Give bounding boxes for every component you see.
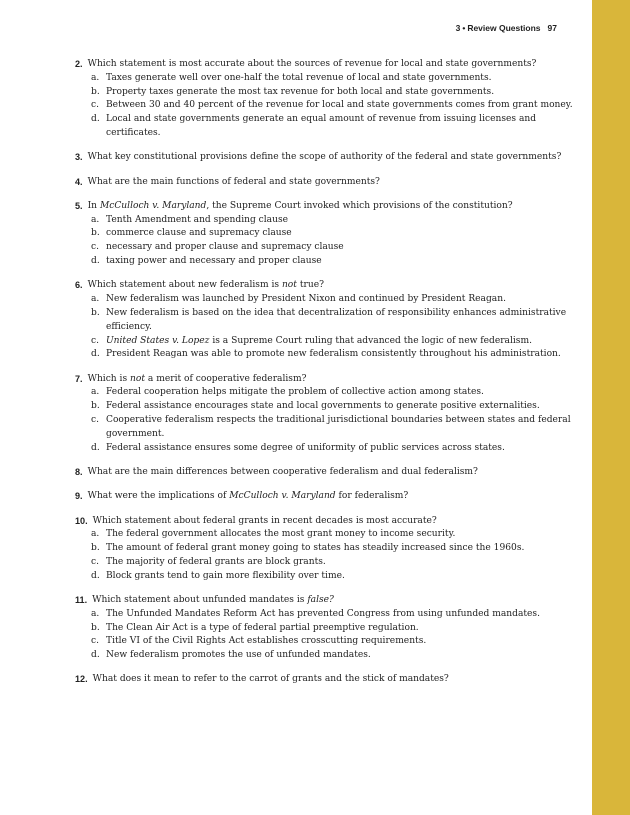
question-2 <box>75 58 575 141</box>
option-letter: a. <box>91 294 100 305</box>
option-text: Federal cooperation helps mitigate the problem of collective action among states. <box>106 387 484 398</box>
question-text <box>88 279 324 293</box>
question-text: Which statement is most accurate about the sources of revenue for local and state governments? <box>87 59 537 69</box>
answer-option <box>75 72 575 86</box>
option-text: President Reagan was able to promote new federalism consistently throughout his administration. <box>106 349 561 360</box>
answer-option <box>75 227 575 241</box>
option-letter: c. <box>91 100 99 111</box>
question-6 <box>75 279 575 362</box>
question-text: What key constitutional provisions define the scope of authority of the federal and state governments? <box>87 152 562 163</box>
case-name: United States v. Lopez <box>106 335 210 346</box>
answer-options <box>75 72 575 141</box>
chapter-color-bar <box>592 0 630 815</box>
answer-option <box>75 86 575 100</box>
emphasis: false? <box>307 595 334 605</box>
option-letter: b. <box>91 307 100 318</box>
question-number: 4. <box>75 176 83 187</box>
answer-option <box>75 414 575 442</box>
option-text: Between 30 and 40 percent of the revenue for local and state governments comes from grant money. <box>106 100 573 111</box>
section-title: Review Questions <box>467 23 541 33</box>
answer-option <box>75 307 575 335</box>
answer-option <box>75 400 575 414</box>
option-letter: d. <box>91 349 100 360</box>
option-letter: d. <box>91 650 100 661</box>
question-text <box>92 594 334 608</box>
option-text <box>106 335 575 349</box>
question-11 <box>75 594 575 663</box>
question-number: 8. <box>75 466 83 477</box>
option-letter: b. <box>91 622 100 633</box>
question-text: What are the main functions of federal and state governments? <box>87 176 380 187</box>
answer-options <box>75 293 575 362</box>
review-questions <box>75 58 575 687</box>
question-text <box>88 373 307 387</box>
question-text <box>88 200 513 214</box>
answer-option <box>75 635 575 649</box>
answer-option <box>75 556 575 570</box>
answer-option <box>75 335 575 349</box>
question-text <box>88 490 409 504</box>
option-letter: a. <box>91 72 100 83</box>
option-text: New federalism promotes the use of unfunded mandates. <box>106 650 371 661</box>
question-number: 6. <box>75 280 83 291</box>
answer-option <box>75 649 575 663</box>
question-text-part: , the Supreme Court invoked which provisions of the constitution? <box>206 200 513 211</box>
question-3 <box>75 151 575 165</box>
option-text: Property taxes generate the most tax revenue for both local and state governments. <box>106 86 495 97</box>
running-head <box>456 23 557 33</box>
option-letter: c. <box>91 242 99 253</box>
option-letter: d. <box>91 114 100 125</box>
option-letter: b. <box>91 401 100 412</box>
question-text-part: for federalism? <box>335 491 409 502</box>
question-5 <box>75 200 575 269</box>
option-text: The Clean Air Act is a type of federal partial preemptive regulation. <box>106 622 419 633</box>
option-text: taxing power and necessary and proper clause <box>106 256 322 267</box>
option-text: The majority of federal grants are block grants. <box>106 556 326 567</box>
answer-options <box>75 386 575 455</box>
answer-option <box>75 386 575 400</box>
answer-option <box>75 241 575 255</box>
header-separator: • <box>462 23 466 33</box>
option-letter: b. <box>91 86 100 97</box>
answer-option <box>75 542 575 556</box>
option-letter: a. <box>91 387 100 398</box>
question-text: Which statement about federal grants in recent decades is most accurate? <box>92 515 437 526</box>
option-letter: a. <box>91 214 100 225</box>
option-text-part: is a Supreme Court ruling that advanced the logic of new federalism. <box>209 335 532 346</box>
question-number: 2. <box>75 59 83 69</box>
question-number: 10. <box>75 515 88 526</box>
question-text: What are the main differences between cooperative federalism and dual federalism? <box>87 466 478 477</box>
option-letter: a. <box>91 608 100 619</box>
answer-option <box>75 113 575 141</box>
question-text-part: What were the implications of <box>87 491 230 502</box>
option-letter: a. <box>91 529 100 540</box>
answer-options <box>75 528 575 583</box>
chapter-number: 3 <box>455 23 461 33</box>
answer-option <box>75 293 575 307</box>
option-text: The federal government allocates the most grant money to income security. <box>106 529 456 540</box>
page-number: 97 <box>547 23 557 33</box>
question-number: 5. <box>75 200 83 211</box>
question-text-part: true? <box>296 280 324 291</box>
question-text-part: Which statement about unfunded mandates is <box>92 595 308 605</box>
option-letter: d. <box>91 256 100 267</box>
emphasis: not <box>281 280 297 291</box>
answer-option <box>75 528 575 542</box>
option-letter: c. <box>91 335 99 346</box>
option-letter: c. <box>91 636 99 647</box>
question-12 <box>75 673 575 687</box>
question-text-part: Which statement about new federalism is <box>87 280 282 291</box>
option-letter: b. <box>91 228 100 239</box>
answer-option <box>75 214 575 228</box>
option-letter: d. <box>91 442 100 453</box>
question-number: 3. <box>75 152 83 163</box>
answer-option <box>75 255 575 269</box>
option-text: Local and state governments generate an equal amount of revenue from issuing licenses and certificates. <box>106 114 537 138</box>
question-text: What does it mean to refer to the carrot of grants and the stick of mandates? <box>92 674 449 685</box>
option-text: Block grants tend to gain more flexibility over time. <box>106 570 345 581</box>
option-text: commerce clause and supremacy clause <box>106 228 292 239</box>
case-name: McCulloch v. Maryland <box>229 491 336 502</box>
question-9 <box>75 490 575 504</box>
answer-options <box>75 214 575 269</box>
option-text: Cooperative federalism respects the traditional jurisdictional boundaries between states and federal government. <box>106 415 571 439</box>
question-8 <box>75 466 575 480</box>
option-letter: d. <box>91 570 100 581</box>
option-letter: c. <box>91 556 99 567</box>
answer-option <box>75 348 575 362</box>
question-7 <box>75 373 575 456</box>
option-text: Taxes generate well over one-half the total revenue of local and state governments. <box>106 72 492 83</box>
case-name: McCulloch v. Maryland <box>99 200 207 211</box>
question-text-part: a merit of cooperative federalism? <box>145 373 307 384</box>
option-text: The Unfunded Mandates Reform Act has prevented Congress from using unfunded mandates. <box>106 608 540 619</box>
option-text: New federalism is based on the idea that decentralization of responsibility enhances administrative efficiency. <box>106 307 567 332</box>
option-text: Title VI of the Civil Rights Act establishes crosscutting requirements. <box>106 636 427 647</box>
option-text: New federalism was launched by President Nixon and continued by President Reagan. <box>106 294 506 305</box>
answer-option <box>75 99 575 113</box>
question-10 <box>75 515 575 584</box>
option-text: Federal assistance ensures some degree of uniformity of public services across states. <box>106 442 505 453</box>
question-number: 9. <box>75 491 83 502</box>
answer-options <box>75 608 575 663</box>
question-number: 7. <box>75 373 83 384</box>
answer-option <box>75 570 575 584</box>
option-text: The amount of federal grant money going to states has steadily increased since the 1960s. <box>106 543 525 554</box>
option-text: Federal assistance encourages state and local governments to generate positive externalities. <box>106 401 540 412</box>
answer-option <box>75 442 575 456</box>
answer-option <box>75 608 575 622</box>
question-4 <box>75 176 575 190</box>
question-text-part: In <box>87 200 100 211</box>
option-text: Tenth Amendment and spending clause <box>106 214 288 225</box>
question-number: 12. <box>75 674 88 685</box>
option-letter: b. <box>91 543 100 554</box>
option-letter: c. <box>91 415 99 426</box>
question-text-part: Which is <box>87 373 131 384</box>
question-number: 11. <box>75 595 88 605</box>
option-text: necessary and proper clause and supremacy clause <box>106 242 344 253</box>
emphasis: not <box>130 373 146 384</box>
answer-option <box>75 622 575 636</box>
